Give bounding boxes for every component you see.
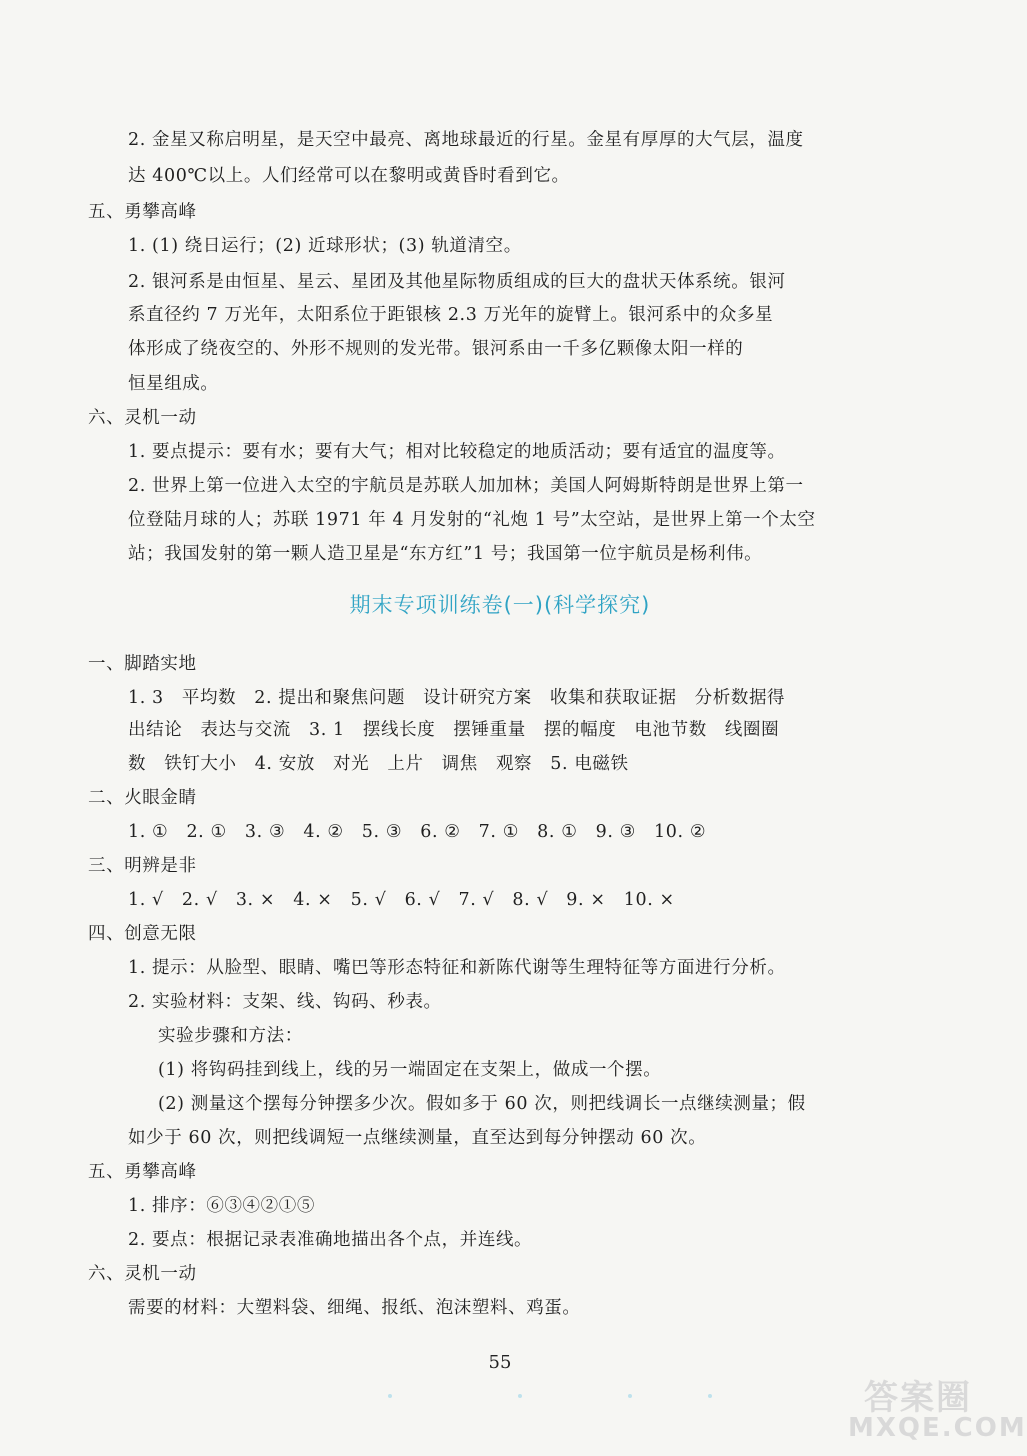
watermark-logo	[848, 1370, 1027, 1450]
section-heading: 四、创意无限	[88, 924, 197, 944]
answer-line: 1. 3 平均数 2. 提出和聚焦问题 设计研究方案 收集和获取证据 分析数据得	[128, 688, 786, 708]
answer-line: 数 铁钉大小 4. 安放 对光 上片 调焦 观察 5. 电磁铁	[128, 754, 629, 774]
answer-line: 恒星组成。	[128, 374, 219, 394]
section-heading: 二、火眼金睛	[88, 788, 197, 808]
answer-line: 1. (1) 绕日运行；(2) 近球形状；(3) 轨道清空。	[128, 236, 522, 256]
answer-line: 1. 要点提示：要有水；要有大气；相对比较稳定的地质活动；要有适宜的温度等。	[128, 442, 786, 462]
answer-line: 2. 要点：根据记录表准确地描出各个点，并连线。	[128, 1230, 533, 1250]
answer-line: 站；我国发射的第一颗人造卫星是“东方红”1 号；我国第一位宇航员是杨利伟。	[128, 544, 763, 564]
answer-line: 出结论 表达与交流 3. 1 摆线长度 摆锤重量 摆的幅度 电池节数 线圈圈	[128, 720, 780, 740]
watermark-bottom: MXQE.COM	[848, 1413, 1027, 1443]
section-heading: 一、脚踏实地	[88, 654, 197, 674]
section-heading: 六、灵机一动	[88, 408, 197, 428]
answer-line: 达 400℃以上。人们经常可以在黎明或黄昏时看到它。	[128, 166, 570, 186]
answer-line: 1. 提示：从脸型、眼睛、嘴巴等形态特征和新陈代谢等生理特征等方面进行分析。	[128, 958, 786, 978]
page-number: 55	[488, 1352, 512, 1373]
section-title: 期末专项训练卷(一)(科学探究)	[349, 593, 651, 617]
answer-line: 2. 实验材料：支架、线、钩码、秒表。	[128, 992, 442, 1012]
answer-line: 2. 金星又称启明星，是天空中最亮、离地球最近的行星。金星有厚厚的大气层，温度	[128, 130, 804, 150]
answer-line: 如少于 60 次，则把线调短一点继续测量，直至达到每分钟摆动 60 次。	[128, 1128, 707, 1148]
answer-line: 2. 世界上第一位进入太空的宇航员是苏联人加加林；美国人阿姆斯特朗是世界上第一	[128, 476, 804, 496]
answer-line: 1. ① 2. ① 3. ③ 4. ② 5. ③ 6. ② 7. ① 8. ① 9. ③ 10. ②	[128, 822, 707, 842]
answer-line: 系直径约 7 万光年，太阳系位于距银核 2.3 万光年的旋臂上。银河系中的众多星	[128, 305, 774, 325]
section-heading: 六、灵机一动	[88, 1264, 197, 1284]
answer-line: 需要的材料：大塑料袋、细绳、报纸、泡沫塑料、鸡蛋。	[128, 1298, 581, 1318]
answer-line: 体形成了绕夜空的、外形不规则的发光带。银河系由一千多亿颗像太阳一样的	[128, 339, 744, 359]
scan-artifact	[330, 1390, 750, 1402]
section-heading: 三、明辨是非	[88, 856, 197, 876]
answer-line: (2) 测量这个摆每分钟摆多少次。假如多于 60 次，则把线调长一点继续测量；假	[158, 1094, 806, 1114]
answer-line: 1. √ 2. √ 3. × 4. × 5. √ 6. √ 7. √ 8. √ 9. × 10. ×	[128, 890, 675, 910]
section-heading: 五、勇攀高峰	[88, 202, 197, 222]
section-heading: 五、勇攀高峰	[88, 1162, 197, 1182]
answer-line: 1. 排序：⑥③④②①⑤	[128, 1196, 315, 1216]
answer-line: 实验步骤和方法：	[158, 1026, 303, 1046]
answer-line: 2. 银河系是由恒星、星云、星团及其他星际物质组成的巨大的盘状天体系统。银河	[128, 272, 786, 292]
watermark-top: 答案圈	[864, 1378, 972, 1418]
answer-line: (1) 将钩码挂到线上，线的另一端固定在支架上，做成一个摆。	[158, 1060, 662, 1080]
answer-line: 位登陆月球的人；苏联 1971 年 4 月发射的“礼炮 1 号”太空站，是世界上第一个太空	[128, 510, 816, 530]
